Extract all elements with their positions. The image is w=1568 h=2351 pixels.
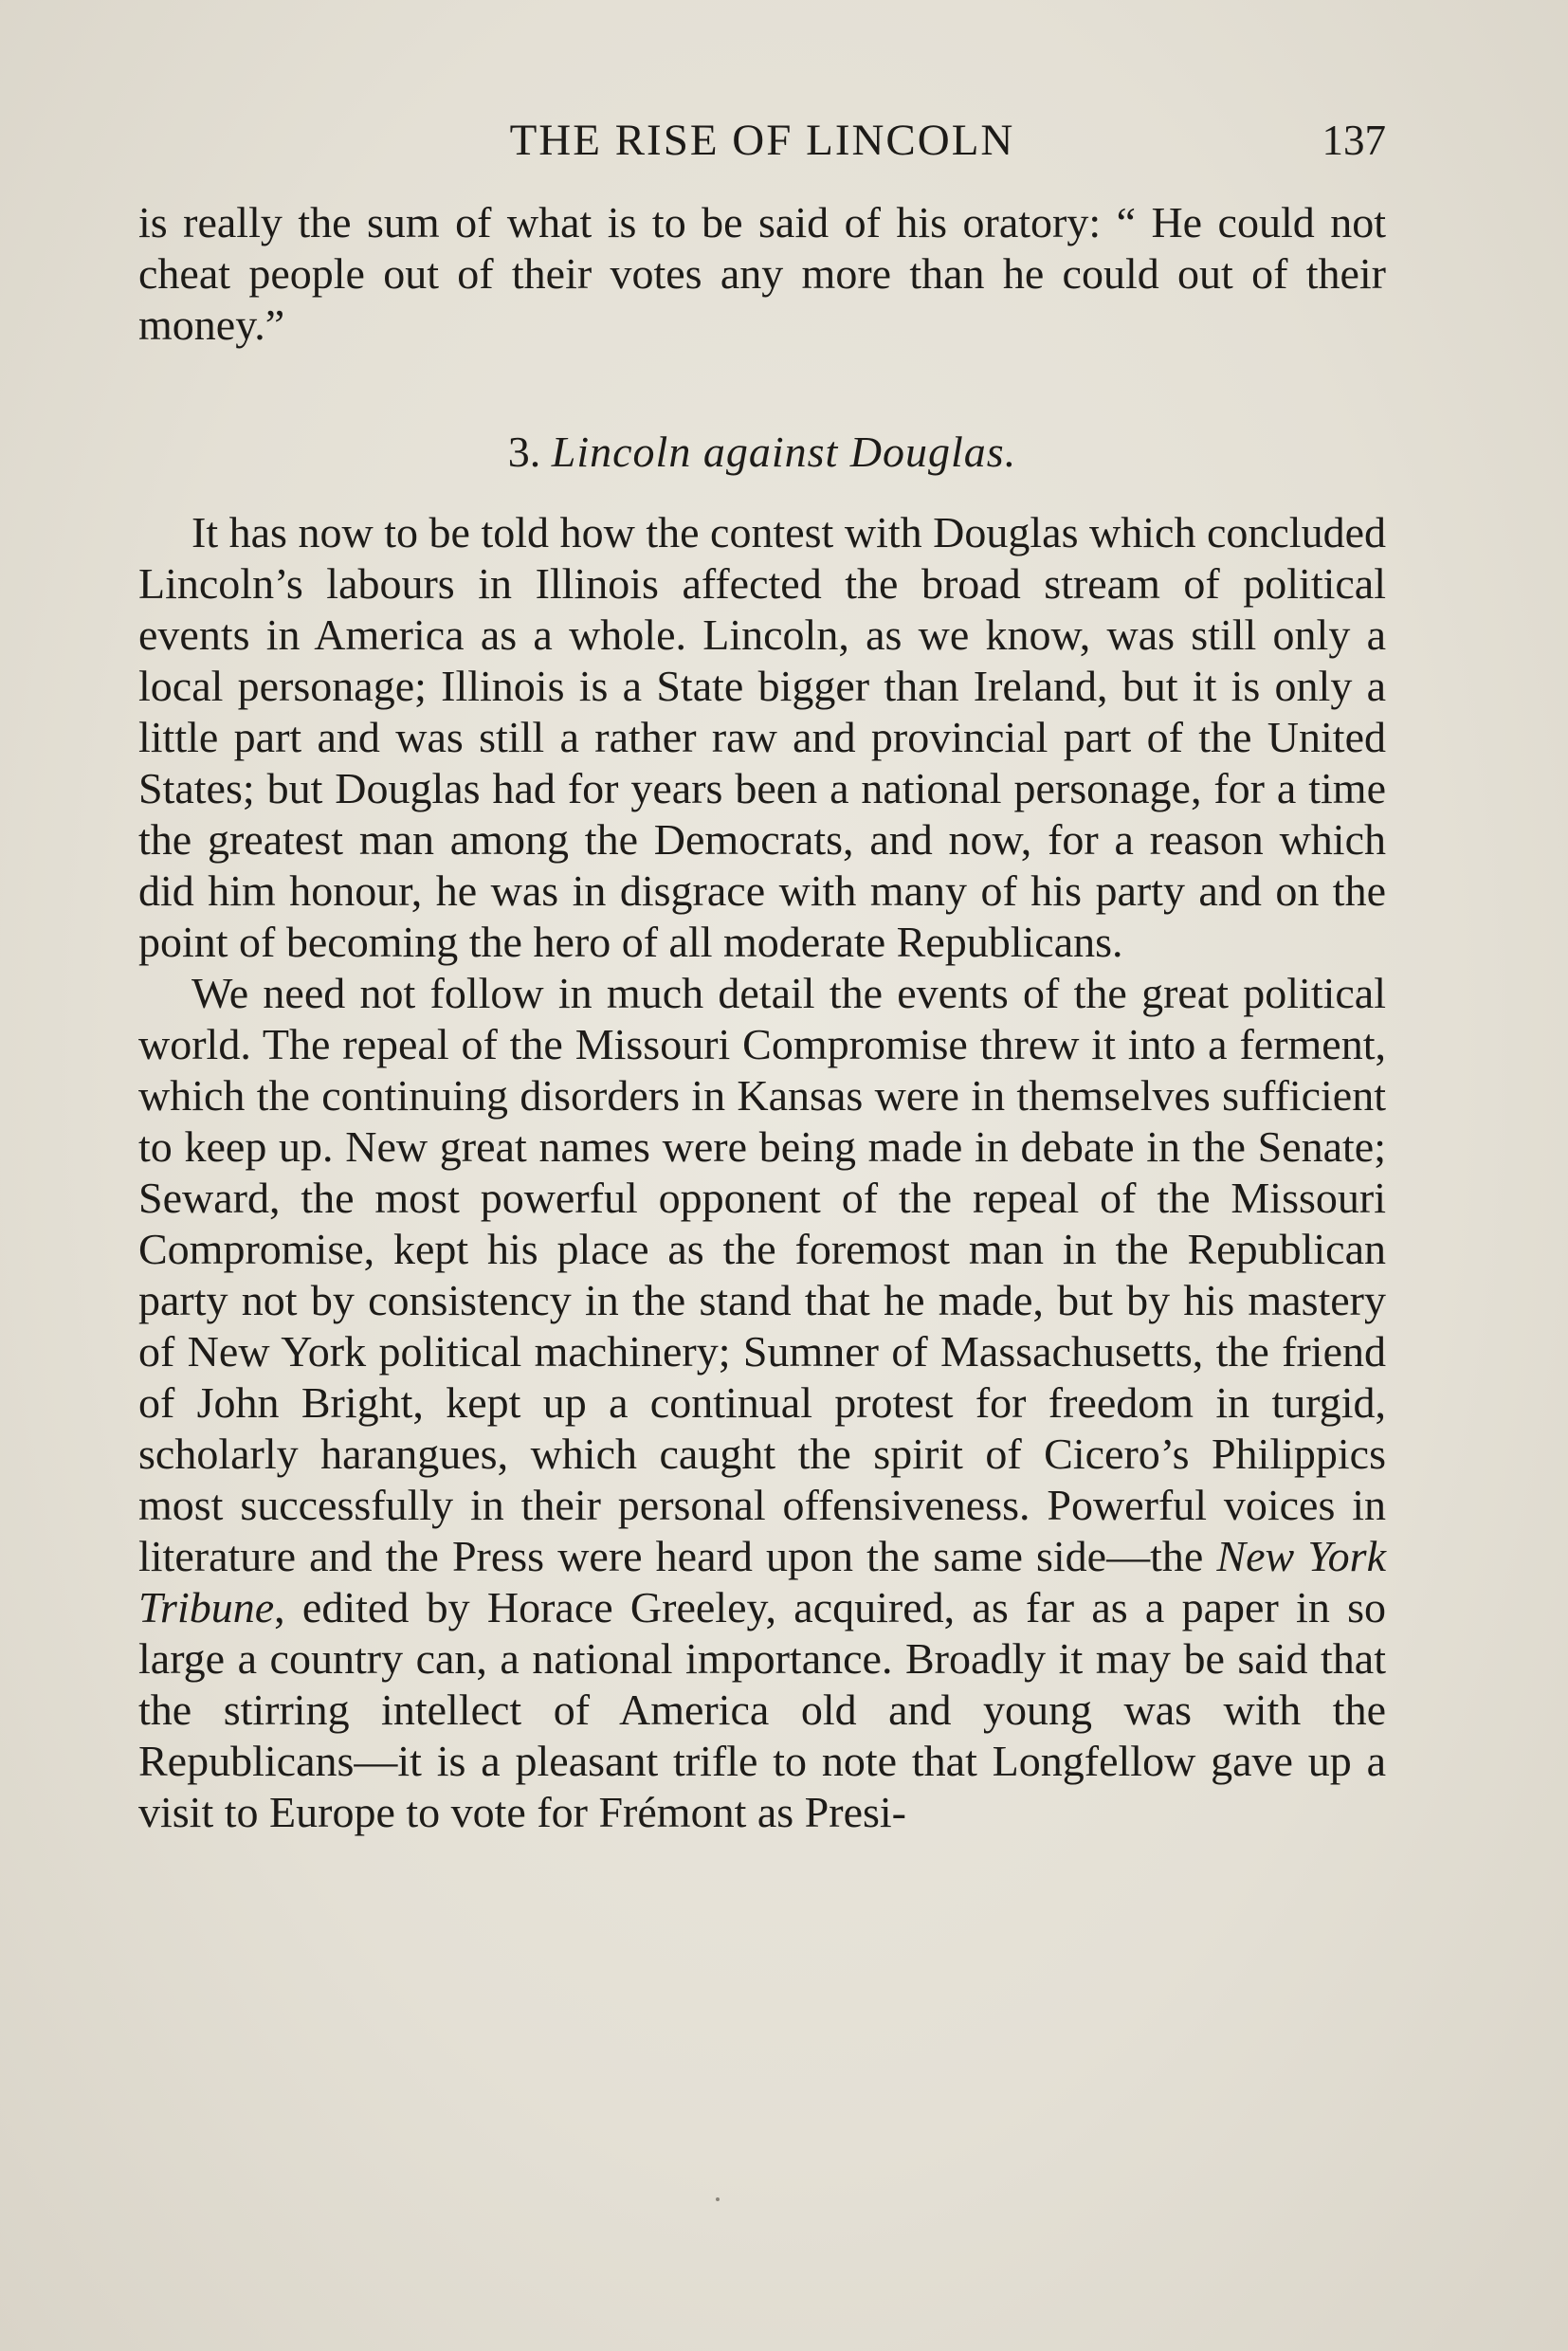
page-number: 137 [1322, 117, 1386, 164]
paragraph-2-part-2: , edited by Horace Greeley, acquired, as far as a paper in so large a country can, a national importance. Broadly it may be said that the stirring intellect of America old and young was with the Republicans—it is a pleasant trifle to note that Longfellow gave up a visit to Europe to vote for Frémont as Presi- [138, 1583, 1386, 1836]
opening-paragraph: is really the sum of what is to be said of his oratory: “ He could not cheat people out of their votes any more than he could out of their money.” [138, 198, 1386, 349]
paragraph-2-part-1: We need not follow in much detail the events of the great political world. The repeal of the Missouri Compromise threw it into a ferment, which the continuing disorders in Kansas were in themselves sufficient to keep up. New great names were being made in debate in the Senate; Seward, the most powerful opponent of the repeal of the Missouri Compromise, kept his place as the foremost man in the Republican party not by consistency in the stand that he made, but by his mastery of New York political machinery; Sumner of Massachusetts, the friend of John Bright, kept up a continual protest for freedom in turgid, scholarly harangues, which caught the spirit of Cicero’s Philippics most successfully in their personal offensiveness. Powerful voices in literature and the Press were heard upon the same side—the [138, 969, 1386, 1580]
section-number: 3. [507, 428, 541, 476]
section-heading [138, 427, 1386, 478]
opening-text [138, 197, 1386, 351]
body-text [138, 507, 1386, 1838]
section-title: Lincoln against Douglas. [551, 428, 1017, 476]
paper-speck [716, 2197, 720, 2201]
paragraph-1: It has now to be told how the contest with Douglas which concluded Lincoln’s labours in Illinois affected the broad stream of political events in America as a whole. Lincoln, as we know, was still only a local personage; Illinois is a State bigger than Ireland, but it is only a little part and was still a rather raw and provincial part of the United States; but Douglas had for years been a national personage, for a time the greatest man among the Democrats, and now, for a reason which did him honour, he was in disgrace with many of his party and on the point of becoming the hero of all moderate Republicans. [138, 508, 1386, 966]
running-head [138, 112, 1386, 169]
paragraph-2 [138, 968, 1386, 1838]
newspaper-title: New York Tribune [138, 1532, 1386, 1631]
running-title: THE RISE OF LINCOLN [509, 116, 1015, 165]
